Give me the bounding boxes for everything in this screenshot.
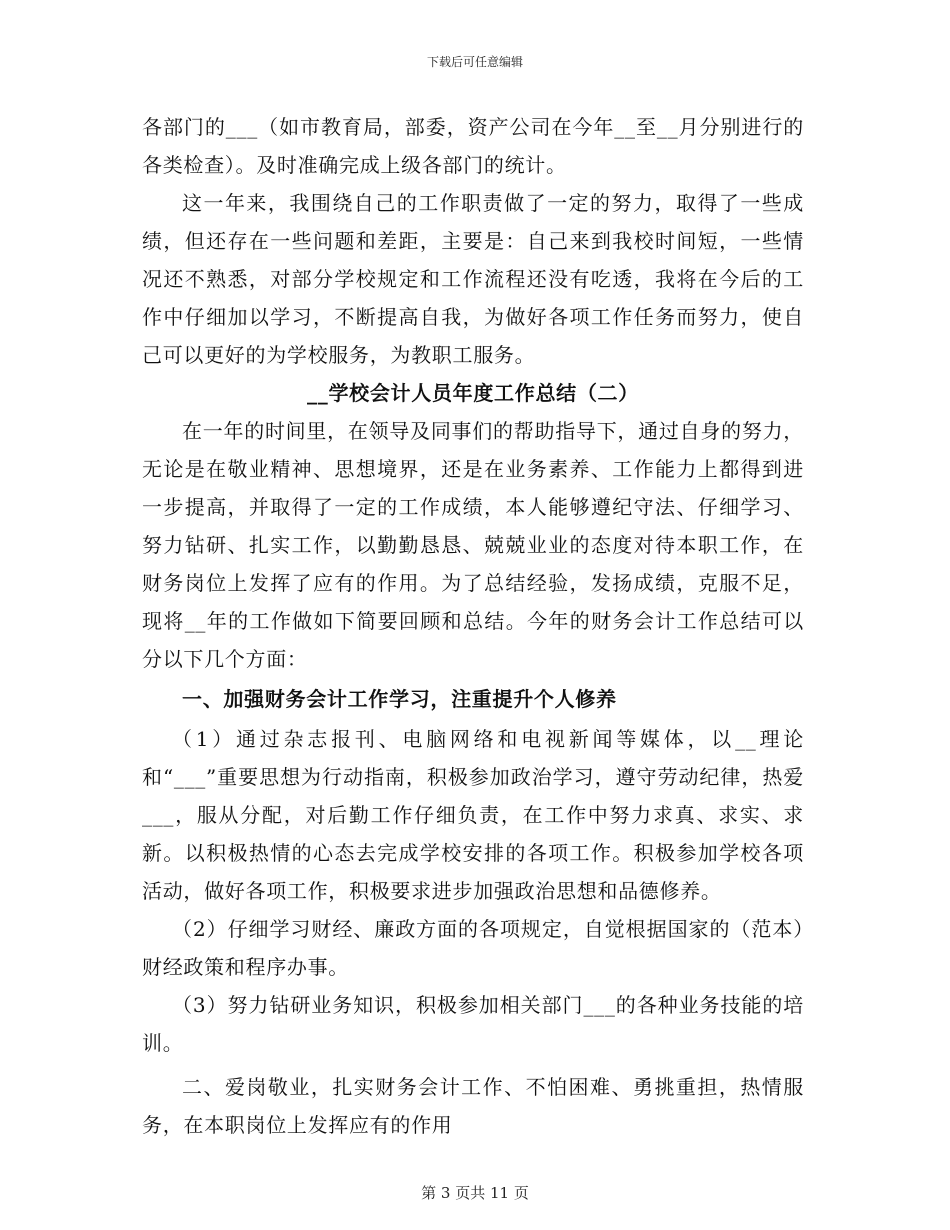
page-header: 下载后可任意编辑 xyxy=(426,55,523,69)
page-number: 第 3 页共 11 页 xyxy=(421,1184,529,1202)
heading-part-two: 二、爱岗敬业，扎实财务会计工作、不怕困难、勇挑重担，热情服务，在本职岗位上发挥应有的作用 xyxy=(142,1075,804,1137)
paragraph-continuation: 各部门的___（如市教育局，部委，资产公司在今年__至__月分别进行的各类检查）。及时准确完成上级各部门的统计。 xyxy=(142,115,804,177)
heading-part-one: 一、加强财务会计工作学习，注重提升个人修养 xyxy=(182,687,617,711)
document-body xyxy=(142,108,804,1144)
list-item-1: （1）通过杂志报刊、电脑网络和电视新闻等媒体，以__理论和“___”重要思想为行动指南，积极参加政治学习，遵守劳动纪律，热爱___，服从分配，对后勤工作仔细负责，在工作中努力求真、求实、求新。以积极热情的心态去完成学校安排的各项工作。积极参加学校各项活动，做好各项工作，积极要求进步加强政治思想和品德修养。 xyxy=(142,727,804,903)
list-item-3: （3）努力钻研业务知识，积极参加相关部门___的各种业务技能的培训。 xyxy=(142,993,804,1055)
paragraph-intro: 在一年的时间里，在领导及同事们的帮助指导下，通过自身的努力，无论是在敬业精神、思想境界，还是在业务素养、工作能力上都得到进一步提高，并取得了一定的工作成绩，本人能够遵纪守法、仔细学习、努力钻研、扎实工作，以勤勤恳恳、兢兢业业的态度对待本职工作，在财务岗位上发挥了应有的作用。为了总结经验，发扬成绩，克服不足，现将__年的工作做如下简要回顾和总结。今年的财务会计工作总结可以分以下几个方面： xyxy=(142,419,804,671)
list-item-2: （2）仔细学习财经、廉政方面的各项规定，自觉根据国家的（范本）财经政策和程序办事。 xyxy=(142,917,804,979)
section-title: __学校会计人员年度工作总结（二） xyxy=(307,381,639,405)
paragraph-self-assessment: 这一年来，我围绕自己的工作职责做了一定的努力，取得了一些成绩，但还存在一些问题和差距，主要是：自己来到我校时间短，一些情况还不熟悉，对部分学校规定和工作流程还没有吃透，我将在今后的工作中仔细加以学习，不断提高自我，为做好各项工作任务而努力，使自己可以更好的为学校服务，为教职工服务。 xyxy=(142,191,804,367)
